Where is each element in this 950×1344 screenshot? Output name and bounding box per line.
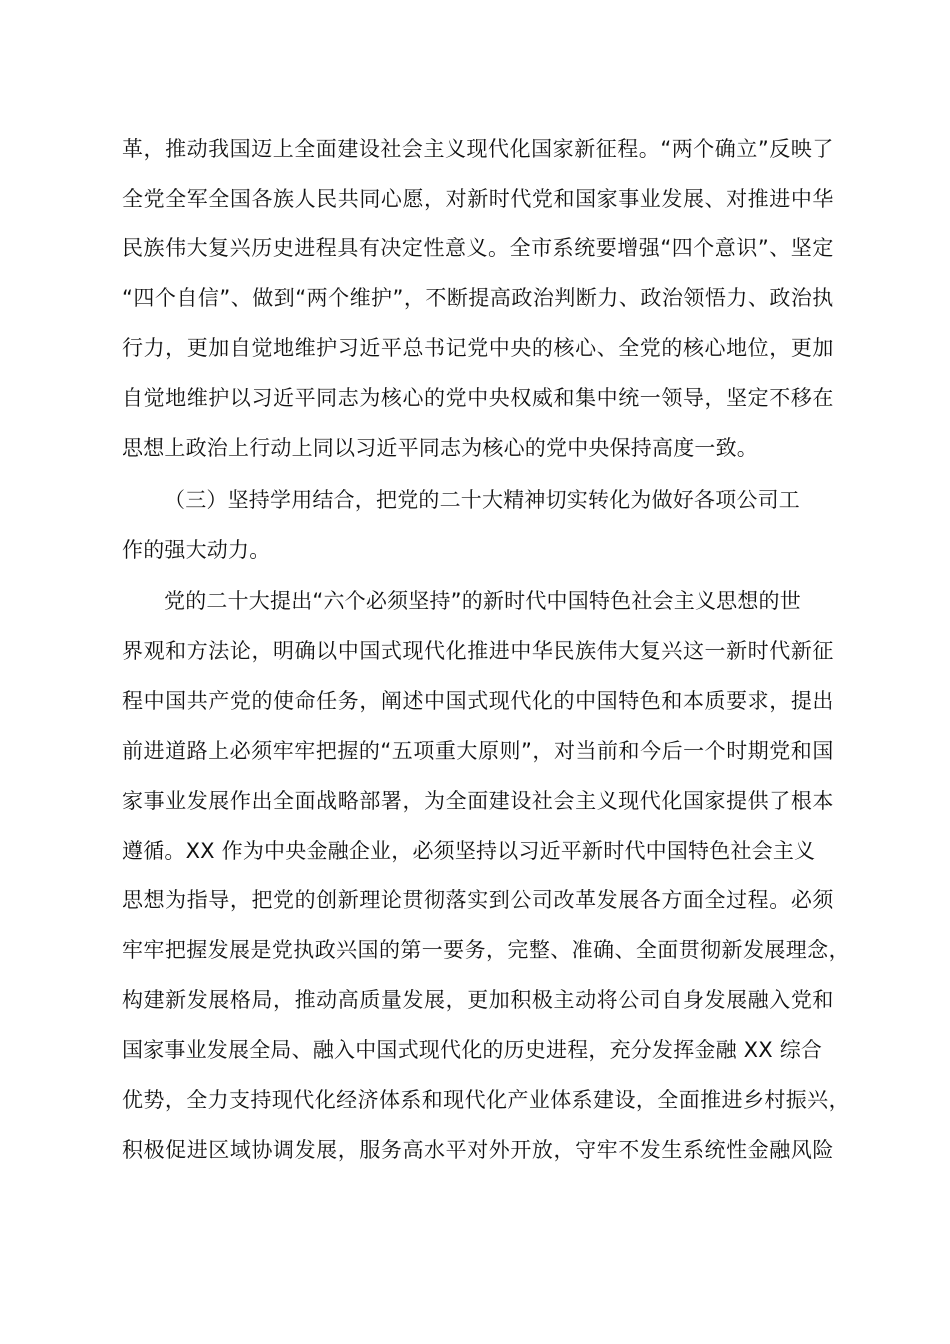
paragraph-line: 革，推动我国迈上全面建设社会主义现代化国家新征程。“两个确立”反映了 (122, 137, 834, 161)
paragraph-line: 家事业发展作出全面战略部署，为全面建设社会主义现代化国家提供了根本 (122, 789, 834, 813)
paragraph-line: 自觉地维护以习近平同志为核心的党中央权威和集中统一领导，坚定不移在 (122, 386, 834, 410)
paragraph-line: 积极促进区域协调发展，服务高水平对外开放，守牢不发生系统性金融风险 (122, 1138, 834, 1162)
paragraph-line: 国家事业发展全局、融入中国式现代化的历史进程，充分发挥金融 XX 综合 (122, 1038, 823, 1062)
section-heading-line: 作的强大动力。 (122, 538, 271, 562)
paragraph-line: 前进道路上必须牢牢把握的“五项重大原则”，对当前和今后一个时期党和国 (122, 739, 834, 763)
paragraph-line: 思想为指导，把党的创新理论贯彻落实到公司改革发展各方面全过程。必须 (122, 888, 834, 912)
paragraph-line: 程中国共产党的使命任务，阐述中国式现代化的中国特色和本质要求，提出 (122, 689, 834, 713)
paragraph-line: 遵循。XX 作为中央金融企业，必须坚持以习近平新时代中国特色社会主义 (122, 839, 816, 863)
paragraph-line: 党的二十大提出“六个必须坚持”的新时代中国特色社会主义思想的世 (164, 589, 801, 613)
paragraph-line: 全党全军全国各族人民共同心愿，对新时代党和国家事业发展、对推进中华 (122, 187, 834, 211)
paragraph-line: “四个自信”、做到“两个维护”，不断提高政治判断力、政治领悟力、政治执 (122, 286, 834, 310)
paragraph-line: 构建新发展格局，推动高质量发展，更加积极主动将公司自身发展融入党和 (122, 988, 834, 1012)
paragraph-line: 思想上政治上行动上同以习近平同志为核心的党中央保持高度一致。 (122, 436, 758, 460)
paragraph-line: 优势，全力支持现代化经济体系和现代化产业体系建设，全面推进乡村振兴， (122, 1088, 850, 1112)
paragraph-line: 界观和方法论，明确以中国式现代化推进中华民族伟大复兴这一新时代新征 (122, 639, 834, 663)
paragraph-line: 行力，更加自觉地维护习近平总书记党中央的核心、全党的核心地位，更加 (122, 336, 834, 360)
paragraph-line: 民族伟大复兴历史进程具有决定性意义。全市系统要增强“四个意识”、坚定 (122, 236, 834, 260)
section-heading-line: （三）坚持学用结合，把党的二十大精神切实转化为做好各项公司工 (164, 488, 800, 512)
paragraph-line: 牢牢把握发展是党执政兴国的第一要务，完整、准确、全面贯彻新发展理念， (122, 938, 850, 962)
